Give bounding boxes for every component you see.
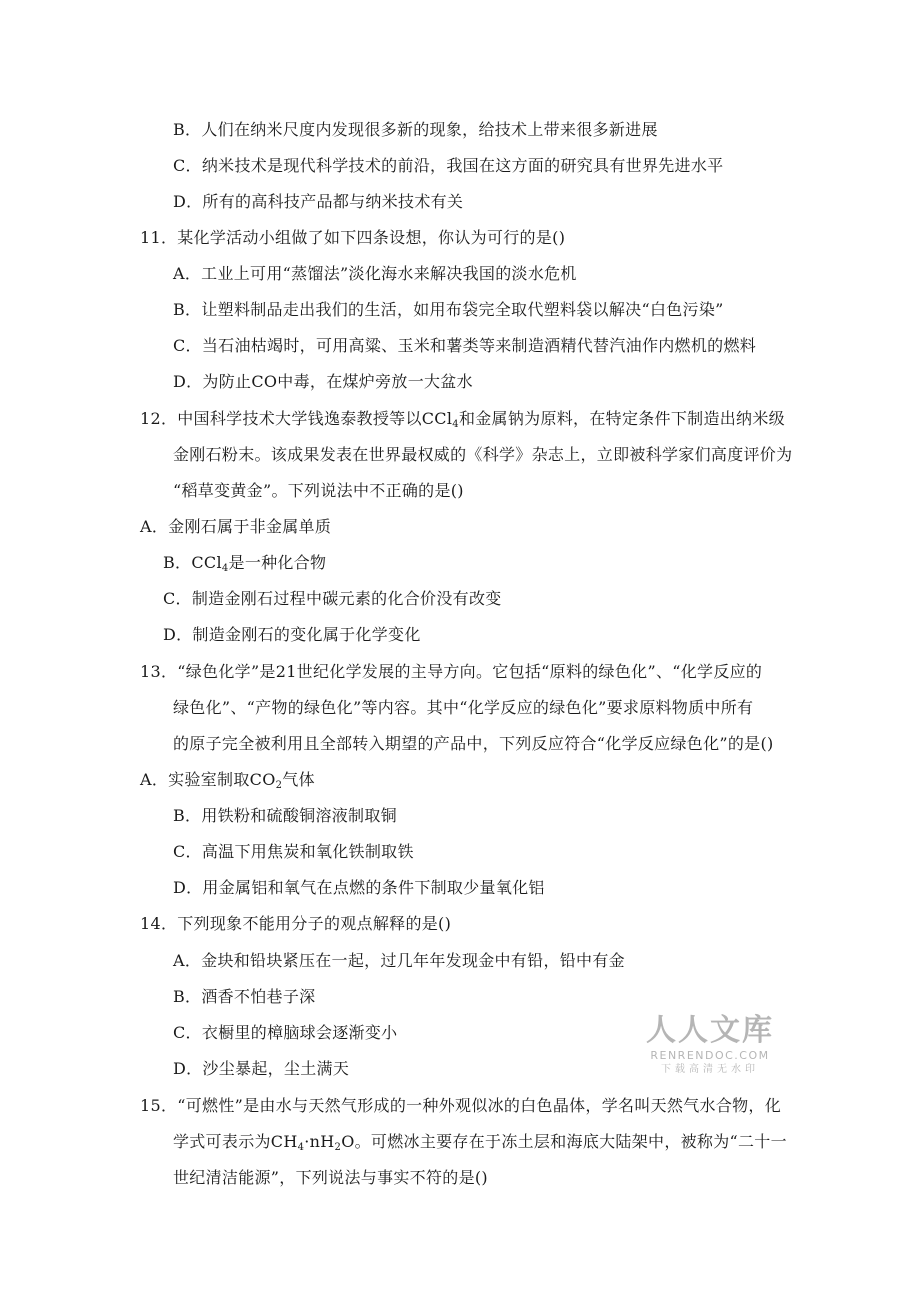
q13-option-c: C．高温下用焦炭和氧化铁制取铁: [173, 842, 414, 861]
q10-option-d: D．所有的高科技产品都与纳米技术有关: [173, 192, 464, 211]
q13-stem-line-3: 的原子完全被利用且全部转入期望的产品中，下列反应符合“化学反应绿色化”的是(): [173, 734, 774, 753]
q13-stem-line-1: 13．“绿色化学”是21世纪化学发展的主导方向。它包括“原料的绿色化”、“化学反应的: [140, 662, 763, 681]
q10-option-b: B．人们在纳米尺度内发现很多新的现象，给技术上带来很多新进展: [173, 120, 658, 139]
q13-option-a: A．实验室制取$CO_2$气体: [140, 770, 315, 791]
q12-stem-line-2: 金刚石粉末。该成果发表在世界最权威的《科学》杂志上，立即被科学家们高度评价为: [173, 445, 793, 464]
q14-option-d: D．沙尘暴起，尘土满天: [173, 1059, 350, 1078]
q12-option-a: A．金刚石属于非金属单质: [140, 517, 332, 536]
q14-option-b: B．酒香不怕巷子深: [173, 987, 316, 1006]
q13-stem-line-2: 绿色化”、“产物的绿色化”等内容。其中“化学反应的绿色化”要求原料物质中所有: [173, 698, 754, 717]
q13-option-d: D．用金属铝和氧气在点燃的条件下制取少量氧化铝: [173, 878, 545, 897]
q15-stem-line-1: 15．“可燃性”是由水与天然气形成的一种外观似冰的白色晶体，学名叫天然气水合物，化: [140, 1096, 782, 1115]
q11-stem: 11．某化学活动小组做了如下四条设想，你认为可行的是(): [140, 228, 566, 247]
q15-stem-line-2: 学式可表示为$CH_4\cdot nH_2O$。可燃冰主要存在于冻土层和海底大陆架中，被称为“二十一: [173, 1132, 787, 1153]
q12-option-d: D．制造金刚石的变化属于化学变化: [163, 625, 421, 644]
q10-option-c: C．纳米技术是现代科学技术的前沿，我国在这方面的研究具有世界先进水平: [173, 156, 724, 175]
watermark-domain: RENRENDOC.COM: [650, 1049, 770, 1062]
q14-option-c: C．衣橱里的樟脑球会逐渐变小: [173, 1023, 398, 1042]
q12-option-c: C．制造金刚石过程中碳元素的化合价没有改变: [163, 589, 502, 608]
watermark-logo: [640, 1013, 780, 1077]
q12-option-b: B．CCl$_4$是一种化合物: [163, 553, 327, 574]
q14-option-a: A．金块和铅块紧压在一起，过几年年发现金中有铅，铅中有金: [173, 951, 625, 970]
q14-stem: 14．下列现象不能用分子的观点解释的是(): [140, 914, 452, 933]
q11-option-a: A．工业上可用“蒸馏法”淡化海水来解决我国的淡水危机: [173, 264, 577, 283]
q12-stem-line-3: “稻草变黄金”。下列说法中不正确的是(): [173, 481, 464, 500]
q11-option-b: B．让塑料制品走出我们的生活，如用布袋完全取代塑料袋以解决“白色污染”: [173, 300, 724, 319]
q11-option-d: D．为防止CO中毒，在煤炉旁放一大盆水: [173, 372, 473, 391]
q11-option-c: C．当石油枯竭时，可用高粱、玉米和薯类等来制造酒精代替汽油作内燃机的燃料: [173, 336, 757, 355]
q13-option-b: B．用铁粉和硫酸铜溶液制取铜: [173, 806, 397, 825]
watermark-tagline: 下载高清无水印: [661, 1064, 759, 1075]
watermark-brand: 人人文库: [646, 1013, 774, 1048]
q15-stem-line-3: 世纪清洁能源”，下列说法与事实不符的是(): [173, 1168, 488, 1187]
q12-stem-line-1: 12．中国科学技术大学钱逸泰教授等以CCl$_4$和金属钠为原料，在特定条件下制造出纳米级: [140, 409, 785, 430]
